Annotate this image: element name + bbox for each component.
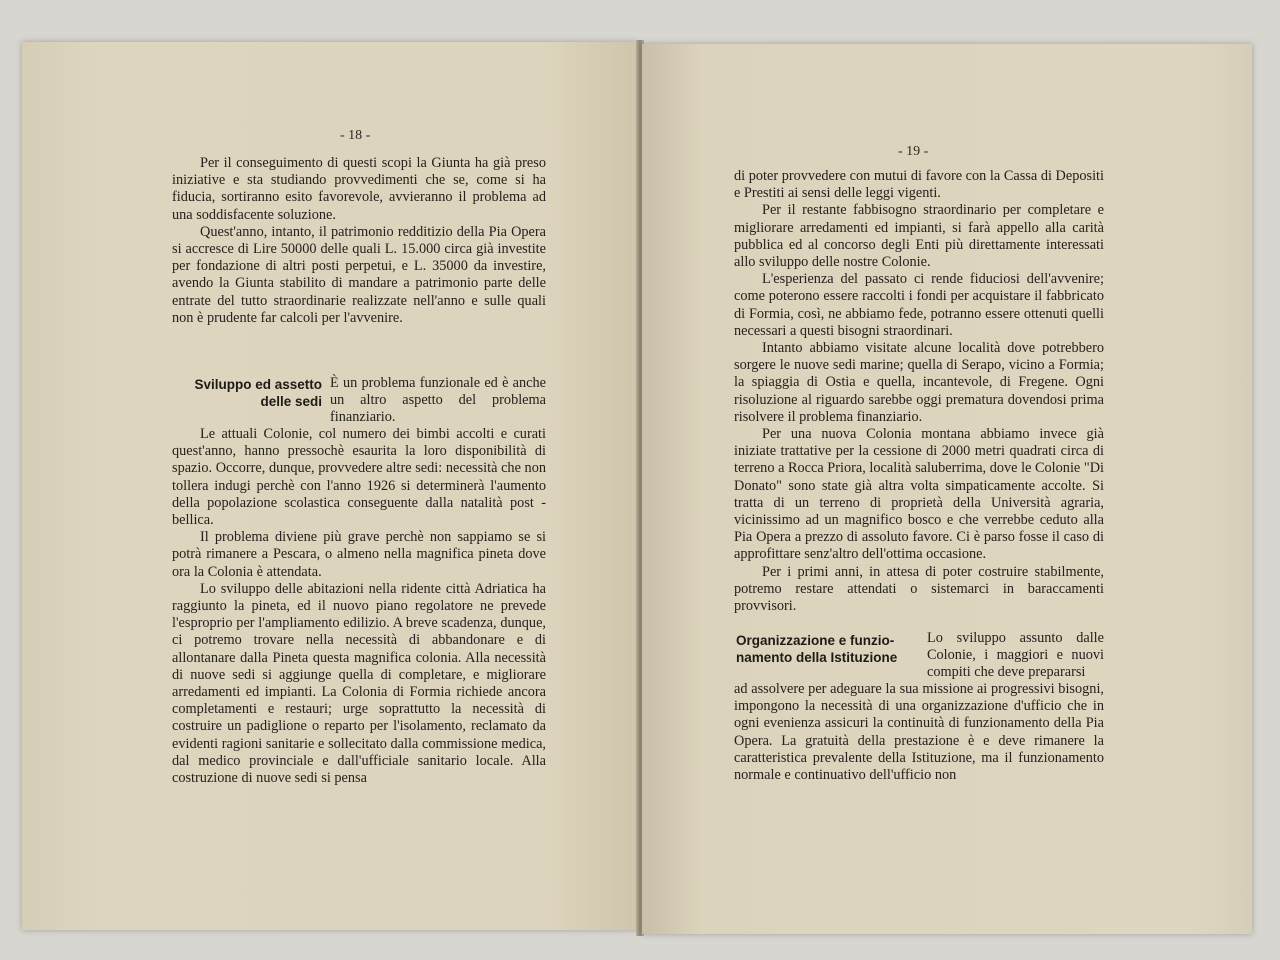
right-paragraph-1: di poter provvedere con mutui di favore con la Cassa di Depositi e Prestiti ai sensi delle leggi vigenti. (734, 168, 1104, 202)
right-paragraph-2: Per il restante fabbisogno straordinario per completare e migliorare arredamenti ed impianti, si farà appello alla carità pubblica ed al concorso degli Enti più direttamente interessati allo sviluppo delle nostre Colonie. (734, 202, 1104, 271)
left-section-heading-line1: Sviluppo ed assetto (194, 377, 322, 392)
left-body-text (172, 426, 546, 787)
left-page-number: - 18 - (340, 128, 371, 143)
left-body-paragraph-2: Il problema diviene più grave perchè non sappiamo se si potrà rimanere a Pescara, o almeno nella magnifica pineta dove ora la Colonia è attendata. (172, 529, 546, 580)
right-paragraph-5: Per una nuova Colonia montana abbiamo invece già iniziate trattative per la cessione di 2000 metri quadrati circa di terreno a Rocca Priora, località saluberrima, dove le Colonie "Di Donato" sono state già altra volta simpaticamente accolte. Si tratta di un terreno di proprietà della Università agraria, vicinissimo ad un magnifico bosco e che verrebbe ceduto alla Pia Opera a prezzo di assoluto favore. Ci è parso fosse il caso di approfittare senz'altro dell'ottima occasione. (734, 426, 1104, 563)
left-section-side-text: È un problema funzionale ed è anche un altro aspetto del problema finanziario. (330, 375, 546, 426)
right-section-side-text: Lo sviluppo assunto dalle Colonie, i maggiori e nuovi compiti che deve prepararsi (927, 630, 1104, 681)
left-body-paragraph-3: Lo sviluppo delle abitazioni nella ridente città Adriatica ha raggiunto la pineta, ed il nuovo piano regolatore ne prevede l'esproprio per l'ampliamento edilizio. A breve scadenza, dunque, ci potremo trovare nella necessità di abbandonare e di allontanare dalla Pineta questa magnifica colonia. Alla necessità di nuove sedi si aggiunge quella di completare, e migliorare arredamenti ed impianti. La Colonia di Formia richiede ancora completamenti e restauri; urge soprattutto la necessità di costruire un padiglione o reparto per l'isolamento, reclamato da evidenti ragioni sanitarie e sollecitato dalla commissione medica, dal medico provinciale e dall'ufficiale sanitario locale. Alla costruzione di nuove sedi si pensa (172, 580, 546, 787)
right-section-heading-line2: namento della Istituzione (736, 650, 898, 665)
left-section-heading (172, 376, 322, 410)
right-top-text (734, 168, 1104, 615)
left-intro-paragraph-1: Per il conseguimento di questi scopi la Giunta ha già preso iniziative e sta studiando provvedimenti che se, come si ha fiducia, sortiranno esito favorevole, avvieranno il problema ad una soddisfacente soluzione. (172, 155, 546, 223)
left-intro-paragraph-2: Quest'anno, intanto, il patrimonio redditizio della Pia Opera si accresce di Lire 50000 delle quali L. 15.000 circa già investite per fondazione di altri posti perpetui, e L. 35000 da investire, avendo la Giunta stabilito di mandare a patrimonio parte delle entrate del tutto straordinarie realizzate nell'anno e sulle quali non è prudente far calcoli per l'avvenire. (172, 223, 546, 326)
right-section-heading-line1: Organizzazione e funzio- (736, 633, 895, 648)
left-intro-text (172, 155, 546, 327)
right-section-body (734, 681, 1104, 784)
right-paragraph-4: Intanto abbiamo visitate alcune località dove potrebbero sorgere le nuove sedi marine; quella di Serapo, vicino a Formia; la spiaggia di Ostia e quella, incantevole, di Fregene. Ogni risoluzione al riguardo sarebbe oggi prematura dovendosi prima risolvere il problema finanziario. (734, 340, 1104, 425)
right-section-heading (736, 632, 926, 666)
right-section-body-paragraph: ad assolvere per adeguare la sua missione ai progressivi bisogni, impongono la necessità di una organizzazione d'ufficio che in ogni evenienza assicuri la continuità di funzionamento della Pia Opera. La gratuità della prestazione è e deve rimanere la caratteristica prevalente della Istituzione, ma il funzionamento normale e continuativo dell'ufficio non (734, 681, 1104, 784)
right-page-number: - 19 - (898, 144, 929, 159)
left-section-heading-line2: delle sedi (260, 394, 322, 409)
right-paragraph-6: Per i primi anni, in attesa di poter costruire stabilmente, potremo restare attendati o sistemarci in baraccamenti provvisori. (734, 563, 1104, 615)
left-body-paragraph-1: Le attuali Colonie, col numero dei bimbi accolti e curati quest'anno, hanno pressochè esaurita la loro disponibilità di spazio. Occorre, dunque, provvedere altre sedi: necessità che non tollera indugi perchè con l'anno 1926 si determinerà l'aumento della popolazione scolastica conseguente dalla natalità post - bellica. (172, 426, 546, 529)
right-paragraph-3: L'esperienza del passato ci rende fiduciosi dell'avvenire; come poterono essere raccolti i fondi per acquistare il fabbricato di Formia, così, ne abbiamo fede, potranno essere ottenuti quelli necessari a questi bisogni straordinari. (734, 271, 1104, 339)
